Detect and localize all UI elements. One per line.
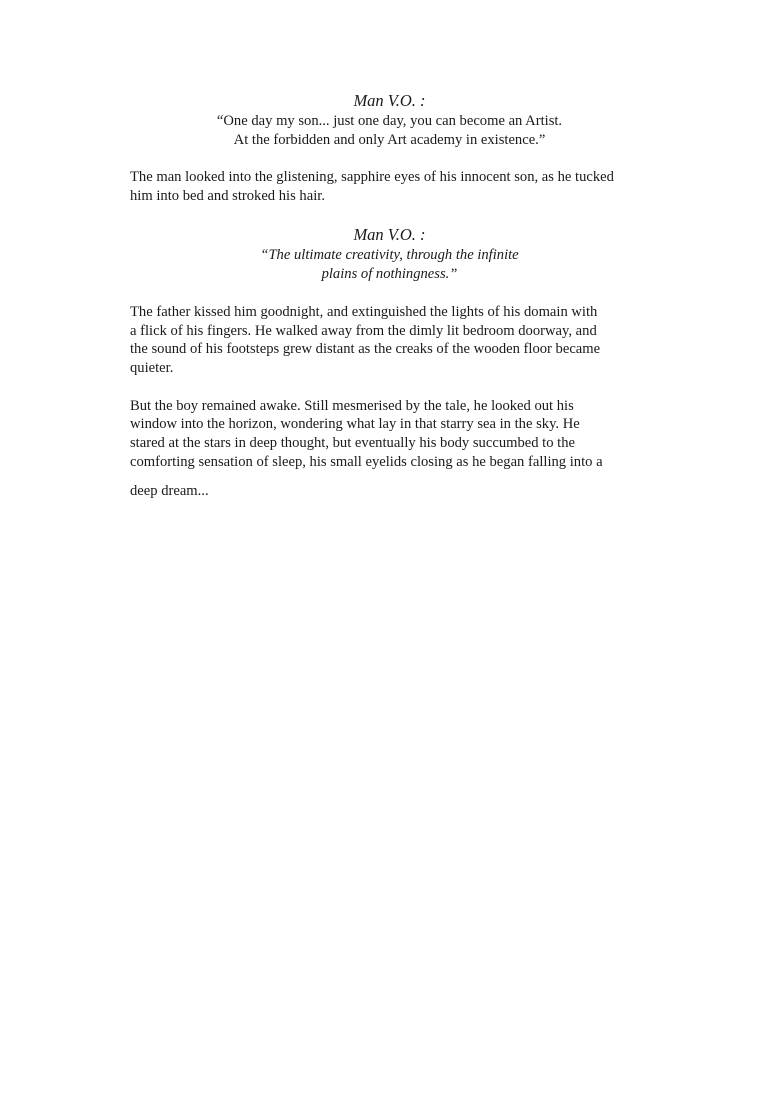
paragraph-line: The man looked into the glistening, sapphire eyes of his innocent son, as he tucked	[130, 169, 614, 185]
dialogue-line: “The ultimate creativity, through the infinite	[260, 247, 519, 263]
paragraph-line: deep dream...	[130, 483, 209, 499]
dialogue-line: “One day my son... just one day, you can become an Artist.	[216, 113, 563, 129]
paragraph-line: But the boy remained awake. Still mesmerised by the tale, he looked out his	[130, 398, 574, 414]
paragraph-line: him into bed and stroked his hair.	[130, 188, 325, 204]
paragraph-line: stared at the stars in deep thought, but eventually his body succumbed to the	[130, 435, 576, 451]
speaker-label: Man V.O. :	[353, 225, 426, 244]
speaker-label: Man V.O. :	[353, 91, 426, 110]
paragraph-line: window into the horizon, wondering what lay in that starry sea in the sky. He	[130, 416, 580, 432]
paragraph-line: a flick of his fingers. He walked away from the dimly lit bedroom doorway, and	[130, 323, 597, 339]
paragraph-line: quieter.	[130, 360, 174, 376]
dialogue-line: At the forbidden and only Art academy in existence.”	[233, 132, 546, 148]
paragraph-line: The father kissed him goodnight, and extinguished the lights of his domain with	[130, 304, 598, 320]
paragraph-line: comforting sensation of sleep, his small eyelids closing as he began falling into a	[130, 454, 603, 470]
paragraph-line: the sound of his footsteps grew distant as the creaks of the wooden floor became	[130, 341, 601, 357]
dialogue-line: plains of nothingness.”	[321, 266, 458, 282]
